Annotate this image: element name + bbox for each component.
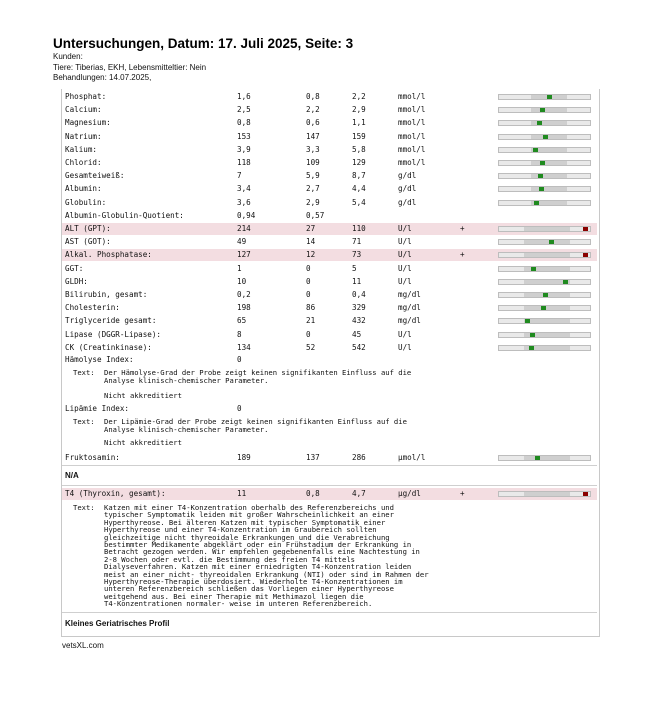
range-bar [498,455,591,461]
result-row [62,223,597,235]
reference-range [524,240,570,244]
result-row [62,342,597,354]
result-ref-max: 5 [352,263,357,273]
t4-text-line: bestimmter Medikamente abgeklärt oder ein Frühstadium der Erkrankung in [104,540,412,549]
result-unit: U/l [398,342,412,352]
t4-text-line: meist an einer nicht- thyreoidalen Erkrankung (NTI) oder sind im Rahmen der [104,569,429,579]
result-value: 10 [237,276,247,286]
section-na: N/A [65,471,79,480]
result-name: Lipase (DGGR-Lipase): [65,329,162,339]
result-ref-max: 8,7 [352,171,366,181]
t4-text-line: 2-8 Wochen oder evtl. die Bestimmung des freien T4 mittels [104,554,355,564]
result-value: 127 [237,250,251,260]
result-value: 7 [237,171,242,181]
reference-range [524,319,570,323]
t4-text-line: Hyperthyreose-Therapie überdosiert. Wiederholte T4-Konzentrationen im [104,577,403,586]
result-name: CK (Creatinkinase): [65,342,152,352]
range-bar [498,134,591,140]
value-marker [563,280,568,284]
result-ref-min: 5,9 [306,171,320,181]
result-name: Albumin: [65,184,102,194]
result-ref-max: 329 [352,303,366,313]
result-ref-min: 14 [306,237,316,247]
range-bar [498,147,591,153]
value-marker [537,121,542,125]
t4-text-line: weitgehend aus. Bei einer Therapie mit Methimazol liegen die [104,591,364,601]
range-bar [498,107,591,113]
result-ref-max: 4,4 [352,184,366,194]
result-ref-min: 0 [306,290,311,299]
reference-range [524,492,570,496]
result-unit: mg/dl [398,316,421,326]
value-marker [543,293,548,297]
result-value: 0,2 [237,290,251,299]
t4-text-line: gleichzeitige nicht thyreoidale Erkrankungen und die Verabreichung [104,532,390,542]
result-ref-min: 147 [306,131,320,141]
result-row [62,131,597,143]
result-unit: mmol/l [398,118,426,128]
result-ref-max: 542 [352,342,366,352]
result-name: Albumin-Globulin-Quotient: [65,210,184,220]
result-ref-max: 110 [352,224,366,233]
result-ref-min: 3,3 [306,144,320,154]
reference-range [524,306,570,310]
result-ref-min: 0 [306,263,311,273]
value-marker [549,240,554,244]
result-name: Bilirubin, gesamt: [65,290,148,299]
value-marker [541,306,546,310]
result-unit: U/l [398,263,412,273]
result-value: 189 [237,453,251,462]
result-ref-max: 432 [352,316,366,326]
result-name: AST (GOT): [65,237,111,247]
range-bar [498,173,591,179]
result-ref-min: 109 [306,158,320,167]
value-marker [535,456,540,460]
result-name: Cholesterin: [65,303,120,313]
result-row [62,249,597,261]
t4-text-line: Betracht gezogen werden. Wir empfehlen gegebenenfalls eine Nachtestung in [104,547,420,557]
haemolyse-value: 0 [237,355,242,364]
result-ref-max: 1,1 [352,118,366,128]
range-bar [498,305,591,311]
separator [62,465,597,466]
range-bar [498,279,591,285]
lipaemie-text-line-2: Analyse klinisch-chemischer Parameter. [104,425,269,434]
value-marker [533,148,538,152]
value-marker [539,187,544,191]
result-ref-min: 2,7 [306,184,320,194]
result-ref-max: 73 [352,250,362,260]
t4-text-line: Katzen mit einer T4-Konzentration oberhalb des Referenzbereichs und [104,503,394,512]
result-unit: g/dl [398,197,417,207]
result-value: 3,6 [237,197,251,207]
result-row [62,117,597,129]
reference-range [524,456,570,460]
result-ref-min: 2,2 [306,105,320,115]
lipaemie-row [62,403,597,415]
result-value: 11 [237,489,247,498]
result-ref-min: 0,8 [306,489,320,498]
t4-text-line: Dialyseverfahren. Katzen mit einer erniedrigten T4-Konzentration leiden [104,562,412,572]
result-unit: g/dl [398,184,417,194]
result-row [62,263,597,275]
reference-range [531,161,567,165]
fructosamin-row [62,452,597,464]
result-unit: mmol/l [398,131,426,141]
result-value: 1,6 [237,92,251,101]
value-marker [534,201,539,205]
result-name: Triglyceride gesamt: [65,316,157,326]
page-title: Untersuchungen, Datum: 17. Juli 2025, Seite: 3 [53,36,354,51]
result-unit: mg/dl [398,290,421,299]
result-ref-max: 11 [352,276,362,286]
result-row [62,157,597,169]
result-unit: mmol/l [398,158,426,167]
range-bar [498,226,591,232]
result-name: Alkal. Phosphatase: [65,250,152,260]
result-ref-max: 4,7 [352,489,366,498]
value-marker [540,161,545,165]
result-unit: U/l [398,224,412,233]
behandlungen-line: Behandlungen: 14.07.2025, [53,73,152,82]
result-name: Phosphat: [65,92,107,101]
result-name: Calcium: [65,105,102,115]
value-marker [543,135,548,139]
result-row [62,289,597,301]
result-ref-max: 71 [352,237,362,247]
lipaemie-name: Lipämie Index: [65,404,130,413]
value-marker [531,267,536,271]
result-value: 0,94 [237,210,256,220]
lipaemie-text-line-1: Der Lipämie-Grad der Probe zeigt keinen signifikanten Einfluss auf die [104,417,407,426]
high-value-marker [583,253,588,257]
value-marker [547,95,552,99]
result-unit: U/l [398,276,412,286]
result-row [62,236,597,248]
result-ref-min: 0,57 [306,210,325,220]
result-value: 153 [237,131,251,141]
result-unit: U/l [398,237,412,247]
result-ref-min: 137 [306,453,320,462]
result-name: Chlorid: [65,158,102,167]
result-ref-max: 5,8 [352,144,366,154]
result-name: GLDH: [65,276,88,286]
haemolyse-text-label: Text: [73,368,95,377]
result-row [62,302,597,314]
range-bar [498,160,591,166]
result-value: 1 [237,263,242,273]
reference-range [531,135,567,139]
result-row [62,197,597,209]
result-name: Natrium: [65,131,102,141]
result-unit: U/l [398,250,412,260]
result-value: 3,4 [237,184,251,194]
result-ref-max: 129 [352,158,366,167]
value-marker [530,333,535,337]
t4-text-line: T4-Konzentrationen normaler- weise im unteren Referenzbereich. [104,599,373,609]
result-ref-max: 2,2 [352,92,366,101]
reference-range [531,174,567,178]
result-flag: + [460,224,465,233]
t4-text-label: Text: [73,503,95,512]
result-ref-min: 27 [306,224,316,233]
result-row [62,276,597,288]
range-bar [498,292,591,298]
result-unit: mmol/l [398,105,426,115]
result-ref-min: 0 [306,329,311,339]
result-ref-min: 0 [306,276,311,286]
result-row [62,210,597,222]
result-row [62,91,597,103]
result-flag: + [460,489,465,498]
range-bar [498,345,591,351]
value-marker [540,108,545,112]
result-unit: U/l [398,329,412,339]
result-ref-min: 0,6 [306,118,320,128]
result-unit: g/dl [398,171,417,181]
value-marker [525,319,530,323]
result-ref-max: 286 [352,453,366,462]
result-value: 3,9 [237,144,251,154]
result-ref-max: 159 [352,131,366,141]
lipaemie-text-label: Text: [73,417,95,426]
range-bar [498,239,591,245]
range-bar [498,332,591,338]
result-flag: + [460,250,465,260]
result-value: 2,5 [237,105,251,115]
result-name: Magnesium: [65,118,111,128]
result-ref-min: 12 [306,250,316,260]
result-name: Fruktosamin: [65,453,120,462]
range-bar [498,186,591,192]
value-marker [538,174,543,178]
separator [62,612,597,613]
t4-text-line: unteren Referenzbereich schließen das Vorliegen einer Hyperthyreose [104,584,394,594]
separator [62,485,597,486]
result-row [62,315,597,327]
tiere-line: Tiere: Tiberias, EKH, Lebensmitteltier: Nein [53,62,207,72]
result-value: 198 [237,303,251,313]
result-name: Globulin: [65,197,107,207]
t4-text-line: typischer Symptomatik leiden mit großer Wahrscheinlichkeit an einer [104,510,394,520]
result-ref-min: 52 [306,342,316,352]
haemolyse-text-line-1: Der Hämolyse-Grad der Probe zeigt keinen signifikanten Einfluss auf die [104,368,412,377]
reference-range [524,227,570,231]
high-value-marker [583,227,588,231]
t4-text-line: Hyperthyreose und einer T4-Konzentration im Graubereich sollten [104,525,377,535]
result-value: 134 [237,342,251,352]
result-ref-min: 21 [306,316,316,326]
result-unit: mg/dl [398,303,421,313]
result-ref-min: 0,8 [306,92,320,101]
result-value: 8 [237,329,242,339]
range-bar [498,491,591,497]
result-ref-max: 2,9 [352,105,366,115]
range-bar [498,200,591,206]
range-bar [498,266,591,272]
result-row [62,170,597,182]
footer-site: vetsXL.com [62,641,104,650]
page-header [53,36,613,84]
range-bar [498,120,591,126]
result-unit: µg/dl [398,489,421,498]
result-row [62,144,597,156]
result-value: 118 [237,158,251,167]
result-row [62,104,597,116]
range-bar [498,252,591,258]
reference-range [524,253,570,257]
result-ref-max: 45 [352,329,362,339]
result-unit: mmol/l [398,144,426,154]
result-value: 0,8 [237,118,251,128]
result-ref-max: 5,4 [352,197,366,207]
result-name: T4 (Thyroxin, gesamt): [65,489,166,498]
result-ref-min: 2,9 [306,197,320,207]
result-unit: mmol/l [398,92,426,101]
result-row [62,329,597,341]
result-value: 49 [237,237,247,247]
reference-range [531,187,567,191]
range-bar [498,94,591,100]
result-ref-max: 0,4 [352,290,366,299]
result-name: ALT (GPT): [65,224,111,233]
value-marker [529,346,534,350]
t4-row [62,488,597,500]
haemolyse-note: Nicht akkreditiert [104,391,182,400]
result-unit: µmol/l [398,453,426,462]
result-ref-min: 86 [306,303,316,313]
result-name: GGT: [65,263,84,273]
lipaemie-value: 0 [237,404,242,413]
reference-range [531,108,567,112]
section-profile: Kleines Geriatrisches Profil [65,619,170,628]
result-name: Kalium: [65,144,98,154]
high-value-marker [583,492,588,496]
t4-text-line: Hyperthyreose. Bei älteren Katzen mit typischer Symptomatik einer [104,517,386,527]
range-bar [498,318,591,324]
haemolyse-name: Hämolyse Index: [65,355,134,364]
result-value: 214 [237,224,251,233]
haemolyse-row [62,354,597,366]
kunden-line: Kunden: [53,52,83,61]
result-value: 65 [237,316,247,326]
lipaemie-note: Nicht akkreditiert [104,438,182,447]
result-name: Gesamteiweiß: [65,171,125,181]
haemolyse-text-line-2: Analyse klinisch-chemischer Parameter. [104,376,269,385]
result-row [62,183,597,195]
